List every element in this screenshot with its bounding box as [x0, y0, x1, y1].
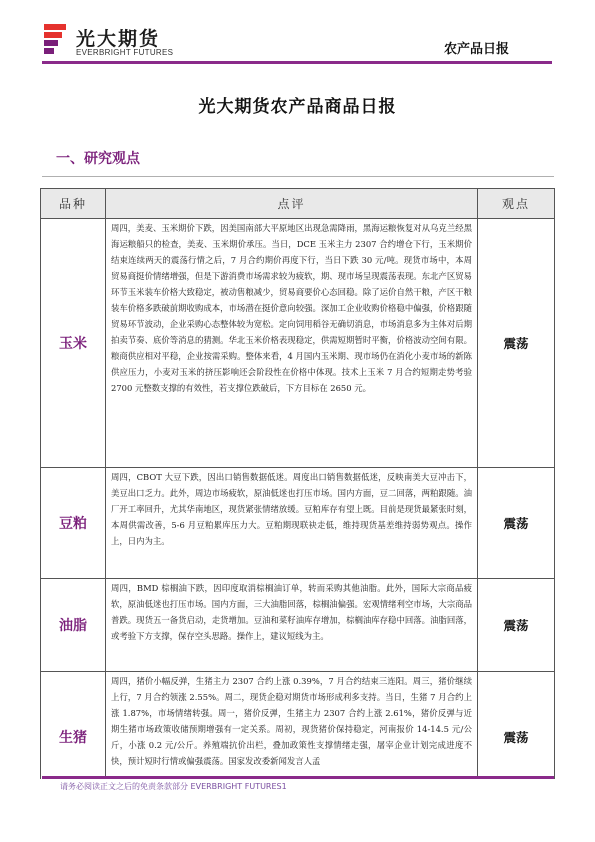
footer-divider: [42, 776, 554, 779]
row-category: 生猪: [41, 672, 106, 802]
company-logo: [42, 22, 202, 62]
logo-english-text: EVERBRIGHT FUTURES: [76, 48, 174, 57]
row-comment: 周四，猪价小幅反弹，生猪主力 2307 合约上涨 0.39%，7 月合约结束三连阳。周三，猪价继续上行，7 月合约领涨 2.55%。周二，现货企稳对期货市场形成利多支持。当日，生猪 7 月合约上涨 1.87%，市场情绪转强。周一，猪价反弹，生猪主力 2307 合约上涨 2.61%，猪价反弹与近期生猪市场政策收储预期增强有一定关系。周初，现货猪价保持稳定，河南报价 14-14.5 元/公斤，小涨 0.2 元/公斤。养殖端抗价出栏，叠加政策性支撑情绪走强，屠宰企业计划完成进度不快，预计短时行情或偏强震荡。国家发改委新闻发言人孟: [106, 672, 478, 802]
report-type-label: 农产品日报: [443, 42, 509, 57]
section-divider: [42, 176, 554, 177]
document-title: 光大期货农产品商品日报: [198, 97, 397, 117]
row-view: 震荡: [478, 219, 555, 468]
column-header-category: 品种: [41, 189, 106, 219]
header-divider: [42, 61, 552, 64]
research-view-table: [40, 188, 555, 802]
row-category: 油脂: [41, 579, 106, 672]
table-row: [41, 468, 555, 579]
row-view: 震荡: [478, 672, 555, 802]
row-view: 震荡: [478, 468, 555, 579]
row-view: 震荡: [478, 579, 555, 672]
column-header-view: 观点: [478, 189, 555, 219]
row-category: 玉米: [41, 219, 106, 468]
footer-disclaimer: 请务必阅读正文之后的免责条款部分 EVERBRIGHT FUTURES1: [60, 782, 287, 791]
page-header: [0, 0, 595, 75]
section-heading: 一、研究观点: [56, 151, 140, 167]
row-comment: 周四，美麦、玉米期价下跌，因美国南部大平原地区出现急需降雨，黑海运粮恢复对从乌克兰经黑海运粮船只的检查，美麦、玉米期价承压。当日，DCE 玉米主力 2307 合约增仓下行，玉米期价结束连续两天的震荡行情之后，7 月合约期价再度下行，当日下跌 30 元/吨。现货市场中，本周贸易商挺价情绪增强，但是下游消费市场需求较为疲软，期、现市场呈现震荡表现。东北产区贸易环节玉米装车价格大致稳定，被动售粮减少，贸易商要价心态回稳。除了运价自然干粮，产区干粮装车价格多跌破前期收购成本，市场潜在挺价意向较强。深加工企业收购价格稳中偏强，价格跟随贸易环节波动，企业采购心态整体较为宽松。定向饲用稻谷无确切消息，市场消息多为主体对后期拍卖节奏、底价等消息的猜测。华北玉米价格表现稳定，供需短期暂时平衡，价格波动空间有限。粮商供应相对平稳，企业按需采购。整体来看，4 月国内玉米期、现市场仍在消化小麦市场的新陈供应压力，小麦对玉米的挤压影响还会阶段性在价格中体现。技术上玉米 7 月合约短期走势考验 2700 元整数支撑的有效性，若支撑位跌破后，下方目标在 2650 元。: [106, 219, 478, 468]
table-header-row: [41, 189, 555, 219]
table-row: [41, 579, 555, 672]
table-row: [41, 219, 555, 468]
row-comment: 周四，CBOT 大豆下跌，因出口销售数据低迷。周度出口销售数据低迷，反映南美大豆冲击下，美豆出口乏力。此外，周边市场疲软，原油低迷也打压市场。国内方面，豆二回落，两粕跟随。油厂开工率回升，尤其华南地区，现货紧张情绪放缓。豆粕库存有望上既。目前是现货最紧张时刻，本周供需改善，5-6 月豆粕累库压力大。豆粕期现联袂走低，维持现货基差维持弱势观点。操作上，日内为主。: [106, 468, 478, 579]
column-header-comment: 点评: [106, 189, 478, 219]
row-comment: 周四，BMD 棕榈油下跌，因印度取消棕榈油订单，转而采购其他油脂。此外，国际大宗商品疲软，原油低迷也打压市场。国内方面，三大油脂回落，棕榈油偏强。宏观情绪利空市场，大宗商品普跌。现货五一备货启动，走货增加。豆油和菜籽油库存增加，棕榈油库存稳中回落。油脂回落，或考验下方支撑，保存空头思路。操作上，建议短线为主。: [106, 579, 478, 672]
row-category: 豆粕: [41, 468, 106, 579]
logo-chinese-text: 光大期货: [76, 28, 161, 50]
logo-mark-icon: [42, 22, 72, 60]
